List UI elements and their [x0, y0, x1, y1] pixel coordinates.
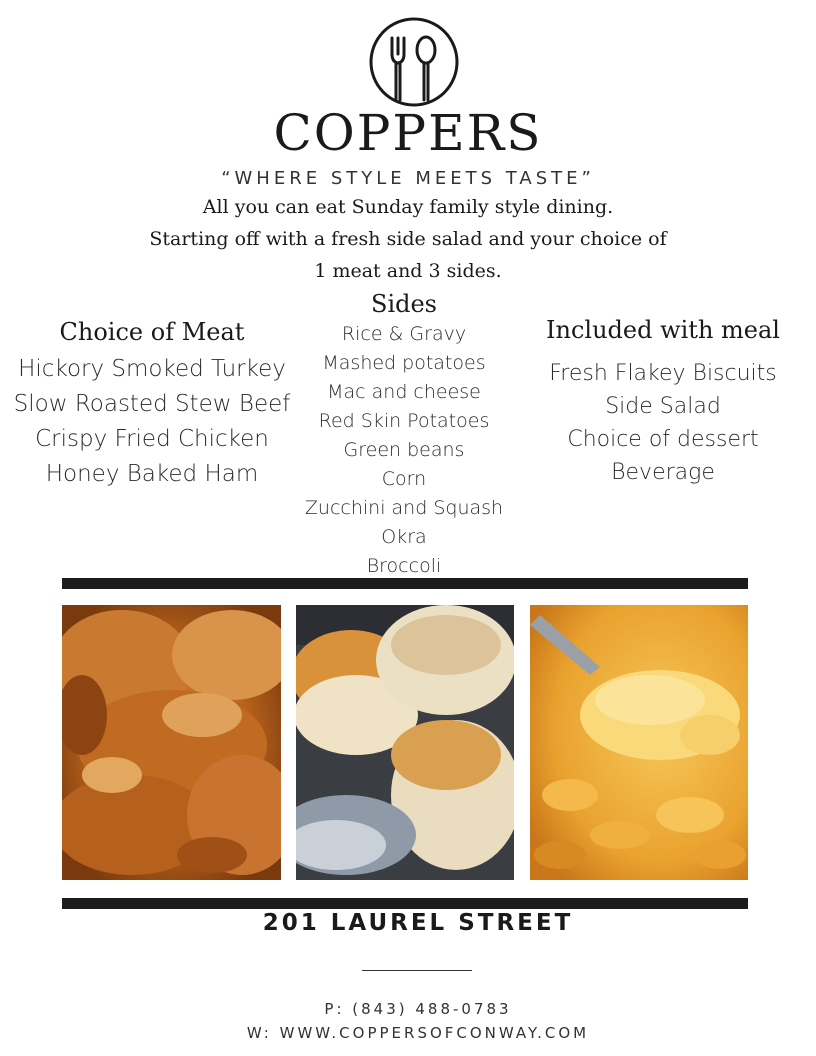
meat-heading: Choice of Meat	[59, 318, 245, 346]
fried-chicken-photo	[62, 605, 281, 880]
side-item: Mashed potatoes	[322, 352, 486, 374]
side-item: Okra	[381, 526, 427, 548]
mac-and-cheese-photo	[530, 605, 748, 880]
included-heading: Included with meal	[546, 316, 780, 344]
side-item: Red Skin Potatoes	[318, 410, 490, 432]
side-item: Green beans	[343, 439, 465, 461]
brand-name: COPPERS	[273, 104, 543, 162]
sides-list	[294, 320, 514, 581]
meat-item: Hickory Smoked Turkey	[18, 356, 286, 382]
included-item: Fresh Flakey Biscuits	[549, 361, 777, 386]
side-item: Corn	[381, 468, 427, 490]
meat-item: Crispy Fried Chicken	[35, 426, 269, 452]
included-item: Choice of dessert	[567, 427, 759, 452]
meat-item: Slow Roasted Stew Beef	[13, 391, 291, 417]
meat-list	[0, 352, 304, 492]
intro-line: Starting off with a fresh side salad and your choice of	[149, 228, 667, 250]
side-item: Rice & Gravy	[341, 323, 467, 345]
side-item: Zucchini and Squash	[304, 497, 504, 519]
included-item: Side Salad	[605, 394, 721, 419]
phone-number: P: (843) 488-0783	[324, 1000, 512, 1018]
tagline: “WHERE STYLE MEETS TASTE”	[221, 168, 595, 189]
website-link[interactable]: W: WWW.COPPERSOFCONWAY.COM	[246, 1024, 590, 1042]
side-item: Mac and cheese	[327, 381, 481, 403]
meat-item: Honey Baked Ham	[45, 461, 259, 487]
included-list	[528, 357, 798, 489]
divider	[362, 970, 472, 971]
intro-line: All you can eat Sunday family style dining.	[202, 196, 614, 218]
side-item: Broccoli	[366, 555, 442, 577]
intro-line: 1 meat and 3 sides.	[314, 260, 502, 282]
divider	[62, 898, 748, 909]
biscuits-photo	[296, 605, 514, 880]
sides-heading: Sides	[371, 290, 437, 318]
fork-and-spoon-icon	[368, 16, 460, 108]
included-item: Beverage	[611, 460, 715, 485]
divider	[62, 578, 748, 589]
address: 201 LAUREL STREET	[262, 910, 574, 936]
